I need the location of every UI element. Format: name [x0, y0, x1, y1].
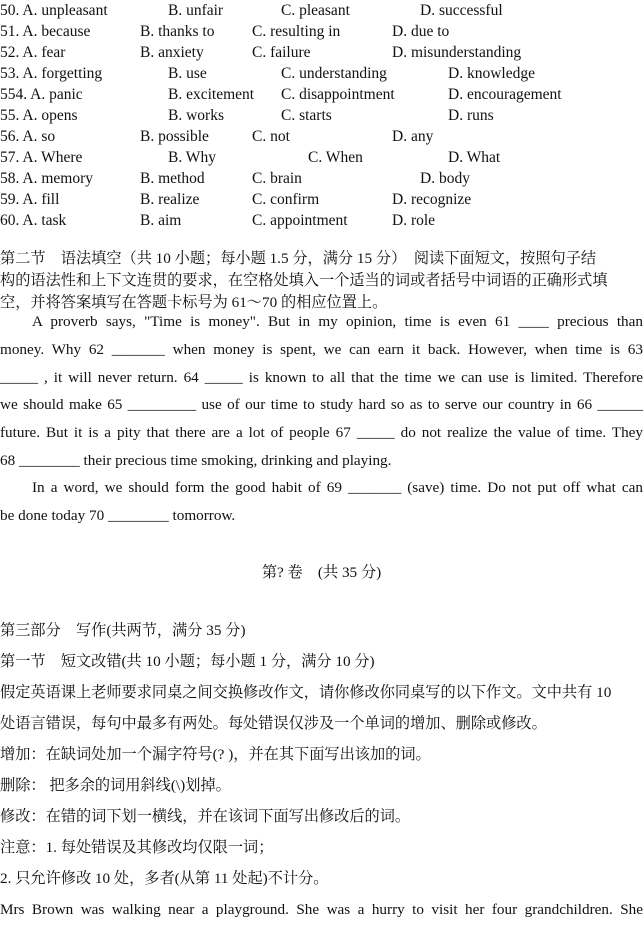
option-c: C. brain	[252, 170, 302, 187]
option-d: D. misunderstanding	[392, 44, 522, 61]
option-d: D. role	[392, 212, 436, 229]
option-c: C. failure	[252, 44, 311, 61]
option-a: 60. A. task	[0, 212, 67, 229]
option-c: C. resulting in	[252, 23, 341, 40]
instruction-line: 构的语法性和上下文连贯的要求，在空格处填入一个适当的词或者括号中词语的正确形式填	[0, 272, 608, 289]
option-c: C. understanding	[281, 65, 387, 82]
option-d: D. any	[392, 128, 434, 145]
part3-title: 第三部分 写作(共两节，满分 35 分)	[0, 622, 246, 639]
option-d: D. due to	[392, 23, 450, 40]
passage-line: money. Why 62 _______ when money is spent, we can earn it back. However, when time is 63	[0, 341, 643, 358]
part3-line: 处语言错误，每句中最多有两处。每处错误仅涉及一个单词的增加、删除或修改。	[0, 715, 547, 732]
part3-line: 假定英语课上老师要求同桌之间交换修改作文，请你修改你同桌写的以下作文。文中共有 10	[0, 684, 612, 701]
part3-line: 增加：在缺词处加一个漏字符号(? )，并在其下面写出该加的词。	[0, 746, 431, 763]
option-a: 58. A. memory	[0, 170, 93, 187]
volume2-title: 第? 卷 (共 35 分)	[261, 564, 382, 581]
instruction-line: 第二节 语法填空（共 10 小题；每小题 1.5 分，满分 15 分） 阅读下面短文，按照句子结	[0, 250, 597, 267]
option-c: C. disappointment	[281, 86, 395, 103]
part3-section1-title: 第一节 短文改错(共 10 小题；每小题 1 分，满分 10 分)	[0, 653, 375, 670]
option-c: C. pleasant	[281, 2, 350, 19]
option-a: 554. A. panic	[0, 86, 83, 103]
option-d: D. What	[448, 149, 501, 166]
option-b: B. anxiety	[140, 44, 204, 61]
option-a: 59. A. fill	[0, 191, 60, 208]
option-a: 53. A. forgetting	[0, 65, 103, 82]
option-b: B. excitement	[168, 86, 255, 103]
option-b: B. method	[140, 170, 205, 187]
option-c: C. When	[308, 149, 363, 166]
option-b: B. thanks to	[140, 23, 215, 40]
option-d: D. knowledge	[448, 65, 535, 82]
part3-line: 注意：1. 每处错误及其修改均仅限一词；	[0, 839, 274, 856]
option-b: B. works	[168, 107, 224, 124]
option-b: B. realize	[140, 191, 200, 208]
option-d: D. successful	[420, 2, 503, 19]
option-b: B. use	[168, 65, 207, 82]
option-d: D. recognize	[392, 191, 472, 208]
passage-line: be done today 70 ________ tomorrow.	[0, 507, 236, 524]
option-a: 56. A. so	[0, 128, 56, 145]
option-d: D. encouragement	[448, 86, 562, 103]
passage-line: A proverb says, "Time is money". But in my opinion, time is even 61 ____ precious than	[32, 313, 643, 330]
option-a: 57. A. Where	[0, 149, 83, 166]
option-c: C. appointment	[252, 212, 348, 229]
option-b: B. possible	[140, 128, 209, 145]
part3-line: 2. 只允许修改 10 处，多者(从第 11 处起)不计分。	[0, 870, 329, 887]
option-c: C. confirm	[252, 191, 320, 208]
option-b: B. aim	[140, 212, 182, 229]
instruction-line: 空，并将答案填写在答题卡标号为 61～70 的相应位置上。	[0, 294, 388, 311]
option-d: D. body	[420, 170, 470, 187]
passage-line: In a word, we should form the good habit of 69 _______ (save) time. Do not put off what can	[32, 479, 643, 496]
option-a: 55. A. opens	[0, 107, 78, 124]
passage-line: _____ , it will never return. 64 _____ is known to all that the time we can use is limited. Therefore	[0, 369, 643, 386]
part3-line: 删除： 把多余的词用斜线(\)划掉。	[0, 777, 231, 794]
option-b: B. Why	[168, 149, 216, 166]
option-a: 50. A. unpleasant	[0, 2, 108, 19]
part3-line: 修改：在错的词下划一横线，并在该词下面写出修改后的词。	[0, 808, 411, 825]
part3-line: Mrs Brown was walking near a playground. She was a hurry to visit her four grandchildren. She	[0, 901, 643, 918]
passage-line: we should make 65 _________ use of our time to study hard so as to serve our country in 66 ______	[0, 396, 643, 413]
passage-line: 68 ________ their precious time smoking, drinking and playing.	[0, 452, 392, 469]
option-c: C. starts	[281, 107, 332, 124]
option-a: 51. A. because	[0, 23, 91, 40]
option-c: C. not	[252, 128, 290, 145]
option-d: D. runs	[448, 107, 494, 124]
option-a: 52. A. fear	[0, 44, 66, 61]
passage-line: future. But it is a pity that there are a lot of people 67 _____ do not realize the value of time. They	[0, 424, 643, 441]
option-b: B. unfair	[168, 2, 224, 19]
